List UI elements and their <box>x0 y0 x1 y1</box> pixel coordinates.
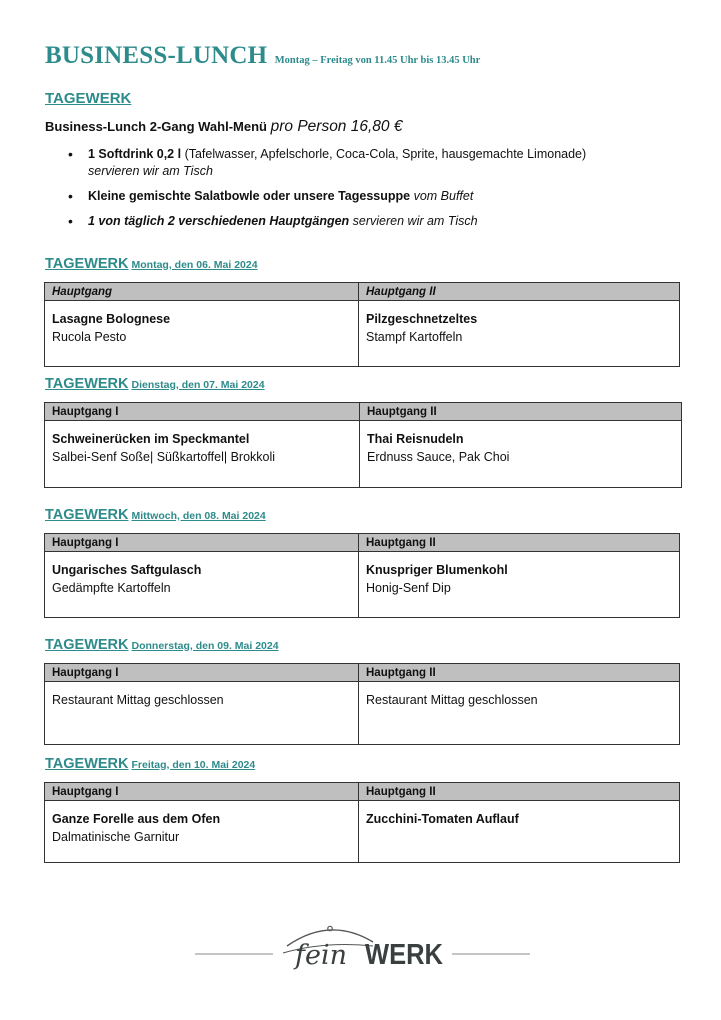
page-title <box>45 42 480 70</box>
menu-table-thursday <box>44 663 680 745</box>
dish-side: Gedämpfte Kartoffeln <box>52 581 171 595</box>
dish-side: Erdnuss Sauce, Pak Choi <box>367 450 510 464</box>
menu-table-tuesday <box>44 402 682 488</box>
logo-script-text: fein <box>295 940 347 970</box>
menu-cell <box>45 301 359 367</box>
dish-side: Stampf Kartoffeln <box>366 330 463 344</box>
dish-side: Rucola Pesto <box>52 330 127 344</box>
bullet-softdrink: • 1 Softdrink 0,2 l (Tafelwasser, Apfelschorle, Coca-Cola, Sprite, hausgemachte Limonade) servieren wir am Tisch <box>68 146 668 180</box>
day-heading-monday: TAGEWERK Montag, den 06. Mai 2024 <box>45 256 258 272</box>
offer-price: pro Person 16,80 € <box>270 118 403 135</box>
menu-cell <box>45 682 359 745</box>
dish-side: Honig-Senf Dip <box>366 581 451 595</box>
menu-cell <box>45 801 359 863</box>
menu-cell <box>45 552 359 618</box>
column-header: Hauptgang I <box>45 783 359 801</box>
menu-cell <box>359 301 680 367</box>
dish-name: Ungarisches Saftgulasch <box>52 563 202 577</box>
offer-bullet-list <box>68 146 668 238</box>
column-header: Hauptgang I <box>45 534 359 552</box>
day-heading-friday: TAGEWERK Freitag, den 10. Mai 2024 <box>45 756 256 772</box>
bullet-salad-soup: • Kleine gemischte Salatbowle oder unsere Tagessuppe vom Buffet <box>68 188 668 205</box>
column-header: Hauptgang II <box>359 664 680 682</box>
column-header: Hauptgang II <box>359 783 680 801</box>
day-heading-wednesday: TAGEWERK Mittwoch, den 08. Mai 2024 <box>45 507 266 523</box>
dish-name: Thai Reisnudeln <box>367 432 464 446</box>
logo-bold-text: WERK <box>365 939 444 970</box>
day-heading-tuesday: TAGEWERK Dienstag, den 07. Mai 2024 <box>45 376 265 392</box>
closed-notice: Restaurant Mittag geschlossen <box>52 693 224 707</box>
dish-name: Lasagne Bolognese <box>52 312 171 326</box>
dish-name: Schweinerücken im Speckmantel <box>52 432 250 446</box>
menu-cell <box>45 421 360 488</box>
title-business-lunch: BUSINESS-LUNCH <box>45 42 268 69</box>
menu-cell <box>359 552 680 618</box>
bullet-main-course: • 1 von täglich 2 verschiedenen Hauptgängen servieren wir am Tisch <box>68 213 668 230</box>
menu-cell <box>360 421 682 488</box>
offer-line <box>45 118 402 136</box>
intro-section-title: TAGEWERK <box>45 90 132 107</box>
day-heading-thursday: TAGEWERK Donnerstag, den 09. Mai 2024 <box>45 637 279 653</box>
column-header: Hauptgang <box>45 283 359 301</box>
menu-cell <box>359 801 680 863</box>
menu-cell <box>359 682 680 745</box>
dish-name: Pilzgeschnetzeltes <box>366 312 478 326</box>
dish-name: Ganze Forelle aus dem Ofen <box>52 812 221 826</box>
dish-side: Salbei-Senf Soße| Süßkartoffel| Brokkoli <box>52 450 276 464</box>
closed-notice: Restaurant Mittag geschlossen <box>366 693 538 707</box>
menu-table-wednesday <box>44 533 680 618</box>
menu-table-friday <box>44 782 680 863</box>
dish-side: Dalmatinische Garnitur <box>52 830 180 844</box>
column-header: Hauptgang II <box>359 534 680 552</box>
column-header: Hauptgang I <box>45 403 360 421</box>
offer-label: Business-Lunch 2-Gang Wahl-Menü <box>45 119 267 134</box>
title-opening-hours: Montag – Freitag von 11.45 Uhr bis 13.45 Uhr <box>274 55 481 66</box>
column-header: Hauptgang I <box>45 664 359 682</box>
column-header: Hauptgang II <box>360 403 682 421</box>
dish-name: Knuspriger Blumenkohl <box>366 563 508 577</box>
dish-name: Zucchini-Tomaten Auflauf <box>366 812 519 826</box>
menu-table-monday <box>44 282 680 367</box>
column-header: Hauptgang II <box>359 283 680 301</box>
feinwerk-logo <box>195 920 530 970</box>
